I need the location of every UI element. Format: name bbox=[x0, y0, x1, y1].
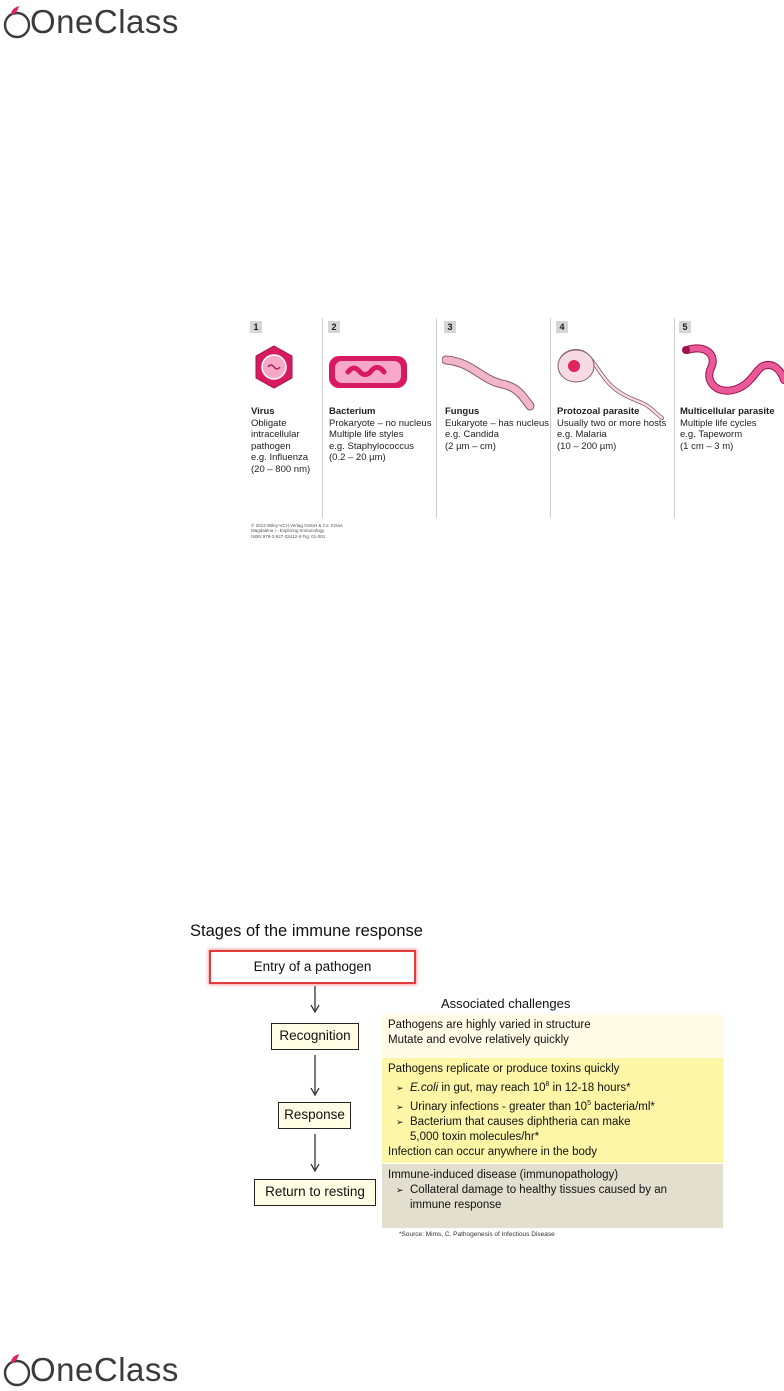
figure-title: Stages of the immune response bbox=[190, 922, 423, 940]
challenges-heading: Associated challenges bbox=[441, 996, 571, 1011]
arrow-bullet-icon: ➢ bbox=[396, 1082, 404, 1093]
tapeworm-illustration bbox=[677, 340, 784, 410]
fungus-illustration bbox=[442, 340, 552, 412]
stage-response: Response bbox=[278, 1102, 351, 1129]
panel-number: 1 bbox=[250, 321, 262, 333]
challenges-response: Pathogens replicate or produce toxins quickly ➢ E.coli in gut, may reach $10^8$ in 12-18 hours* ➢ Urinary infections - greater than $10^5$ bacteria/ml* ➢ Bacterium that causes diphtheria can make 5,000 toxin molecules/hr* Infection can occur anywhere in the body bbox=[382, 1058, 723, 1163]
figure-copyright: © 2013 Wiley-VCH Verlag GmbH & Co. KGaA Magdalena I - Exploring Immunology ISBN 978-3-527-32412-6 Fig. 01-001 bbox=[251, 523, 343, 539]
bullet-ecoli: ➢ E.coli in gut, may reach $10^8$ in 12-18 hours* bbox=[396, 1081, 631, 1094]
bullet-diphtheria: ➢ Bacterium that causes diphtheria can make bbox=[396, 1115, 631, 1128]
bacterium-illustration bbox=[326, 340, 436, 400]
entry-stage-box: Entry of a pathogen bbox=[209, 950, 416, 984]
arrow-bullet-icon: ➢ bbox=[396, 1101, 404, 1112]
challenges-recognition: Pathogens are highly varied in structure Mutate and evolve relatively quickly bbox=[382, 1014, 723, 1058]
panel-multicellular-parasite bbox=[677, 318, 784, 518]
panel-caption: Virus Obligate intracellular pathogen e.g. Influenza (20 – 800 nm) bbox=[251, 406, 311, 475]
panel-caption: Multicellular parasite Multiple life cycles e.g. Tapeworm (1 cm – 3 m) bbox=[680, 406, 775, 452]
panel-virus bbox=[248, 318, 322, 518]
leaf-icon bbox=[2, 1354, 32, 1386]
source-note: *Source: Mims, C. Pathogenesis of Infectious Disease bbox=[399, 1231, 555, 1238]
panel-fungus bbox=[442, 318, 552, 518]
arrow-down-icon bbox=[309, 1132, 321, 1174]
arrow-bullet-icon: ➢ bbox=[396, 1185, 404, 1195]
brand-name: OneClass bbox=[30, 3, 179, 40]
virus-illustration bbox=[248, 340, 322, 400]
oneclass-logo-top bbox=[2, 4, 179, 40]
leaf-icon bbox=[2, 6, 32, 38]
panel-caption: Bacterium Prokaryote – no nucleus Multiple life styles e.g. Staphylococcus (0.2 – 20 µm) bbox=[329, 406, 432, 464]
panel-number: 4 bbox=[556, 321, 568, 333]
panel-caption: Fungus Eukaryote – has nucleus e.g. Candida (2 µm – cm) bbox=[445, 406, 550, 452]
stage-recognition: Recognition bbox=[271, 1023, 359, 1050]
panel-caption: Protozoal parasite Usually two or more hosts e.g. Malaria (10 – 200 µm) bbox=[557, 406, 667, 452]
brand-name: OneClass bbox=[30, 1351, 179, 1388]
bullet-collateral: ➢ Collateral damage to healthy tissues caused by an bbox=[396, 1184, 667, 1196]
arrow-bullet-icon: ➢ bbox=[396, 1116, 404, 1127]
immune-response-figure bbox=[190, 920, 750, 1250]
panel-number: 5 bbox=[679, 321, 691, 333]
pathogen-types-figure bbox=[248, 318, 784, 558]
panel-number: 3 bbox=[444, 321, 456, 333]
panel-number: 2 bbox=[328, 321, 340, 333]
panel-protozoal-parasite bbox=[554, 318, 672, 518]
arrow-down-icon bbox=[309, 1053, 321, 1098]
oneclass-logo-bottom bbox=[2, 1352, 179, 1388]
challenges-resting: Immune-induced disease (immunopathology) ➢ Collateral damage to healthy tissues caused by an immune response bbox=[382, 1164, 723, 1228]
arrow-down-icon bbox=[309, 984, 321, 1014]
bullet-urinary: ➢ Urinary infections - greater than $10^5$ bacteria/ml* bbox=[396, 1099, 655, 1113]
stage-return-to-resting: Return to resting bbox=[254, 1179, 376, 1206]
panel-bacterium bbox=[326, 318, 436, 518]
